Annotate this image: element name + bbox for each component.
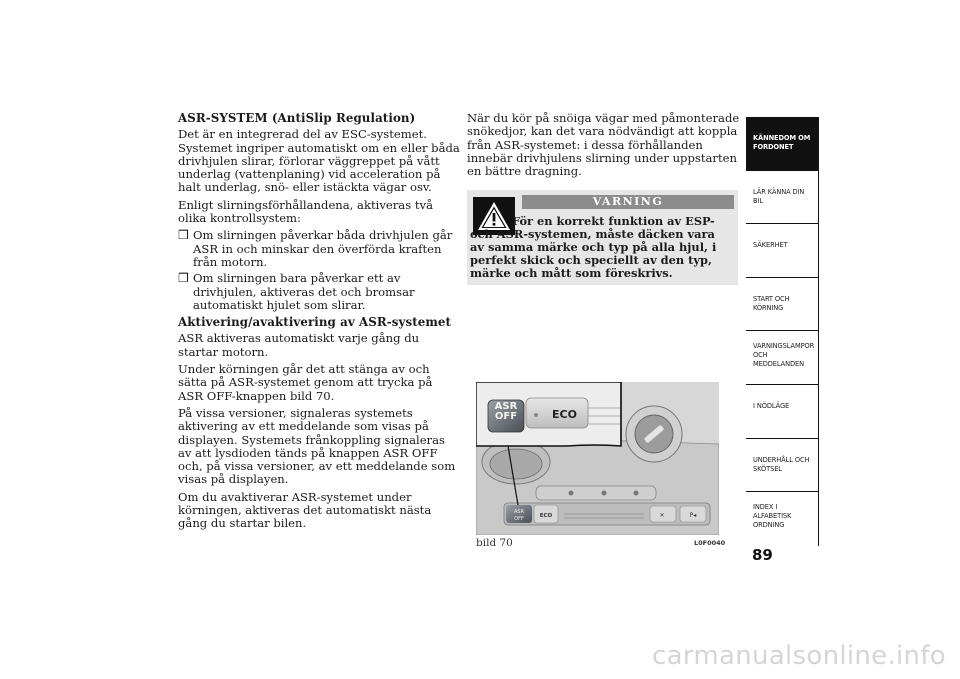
tab-underhall-och-skotsel[interactable]: UNDERHÅLL OCH SKÖTSEL [746, 439, 819, 493]
warning-box [467, 190, 738, 285]
tab-kannedom-om-fordonet[interactable]: KÄNNEDOM OM FORDONET [746, 117, 819, 171]
heading-asr-system: ASR-SYSTEM (AntiSlip Regulation) [178, 111, 416, 125]
tab-lar-kanna-din-bil[interactable]: LÄR KÄNNA DIN BIL [746, 171, 819, 225]
paragraph-auto-activation: ASR aktiveras automatiskt varje gång du startar motorn. [178, 331, 420, 359]
chapter-index-sidebar [746, 117, 819, 546]
svg-text:OFF: OFF [514, 516, 524, 522]
tab-varningslampor[interactable]: VARNINGSLAMPOR OCH MEDDELANDEN [746, 331, 819, 385]
figure-caption: bild 70 [476, 537, 513, 549]
paragraph-display-signal: På vissa versioner, signaleras systemets aktivering av ett meddelande som visas på displayen. Systemets frånkoppling signaleras av att lysdioden tänds på knappen ASR OFF och, på vissa versioner, av ett meddelande som visas på displayen. [178, 405, 456, 487]
warning-title: VARNING [522, 195, 734, 209]
right-column-text [467, 112, 742, 178]
page-number: 89 [752, 546, 773, 564]
warning-text: För en korrekt funktion av ESP- och ASR-systemen, måste däcken vara av samma märke och typ på alla hjul, i perfekt skick och speciellt av den typ, märke och mått som föreskrivs. [470, 214, 717, 280]
svg-text:✕: ✕ [659, 512, 665, 519]
list-item: ❒ Om slirningen påverkar båda drivhjulen går ASR in och minskar den överförda kraften från motorn. [178, 228, 453, 269]
svg-text:ASR: ASR [513, 509, 525, 515]
bullet-list [178, 229, 460, 312]
paragraph-asr-description: Det är en integrerad del av ESC-systemet. Systemet ingriper automatiskt om en eller båda drivhjulen slirar, förlorar väggreppet på vått underlag (vattenplaning) vid acceleration på halt underlag, snö- eller istäckta vägar osv. [178, 127, 460, 195]
paragraph-reactivation: Om du avaktiverar ASR-systemet under körningen, aktiveras det automatiskt nästa gång du startar bilen. [178, 489, 432, 531]
tab-i-nodlage[interactable]: I NÖDLÄGE [746, 385, 819, 439]
eco-button-label: ECO [552, 408, 577, 421]
watermark: carmanualsonline.info [651, 641, 946, 671]
asr-off-button: ASR OFF [494, 401, 518, 422]
checkbox-bullet-icon: ❒ [178, 228, 189, 243]
left-column [178, 112, 460, 535]
svg-text:ECO: ECO [539, 513, 553, 519]
tab-sakerhet[interactable]: SÄKERHET [746, 224, 819, 278]
tab-start-och-korning[interactable]: START OCH KÖRNING [746, 278, 819, 332]
figure-asr-button [476, 382, 719, 535]
tab-index[interactable]: INDEX I ALFABETISK ORDNING [746, 492, 819, 546]
paragraph-toggle: Under körningen går det att stänga av och sätta på ASR-systemet genom att trycka på ASR OFF-knappen bild 70. [178, 362, 433, 403]
paragraph-snow-chains: När du kör på snöiga vägar med påmonterade snökedjor, kan det vara nödvändigt att koppla från ASR-systemet: i dessa förhållanden innebär drivhjulens slirning under uppstarten en bättre dragning. [467, 111, 740, 179]
figure-code: L0F0040 [694, 539, 726, 547]
list-item: ❒ Om slirningen bara påverkar ett av drivhjulen, aktiveras det och bromsar automatiskt hjulet som slirar. [178, 271, 415, 312]
paragraph-control-systems: Enligt slirningsförhållandena, aktiveras två olika kontrollsystem: [178, 197, 433, 226]
checkbox-bullet-icon: ❒ [178, 271, 189, 286]
heading-activation: Aktivering/avaktivering av ASR-systemet [178, 315, 452, 330]
svg-text:P◂: P◂ [689, 512, 697, 519]
